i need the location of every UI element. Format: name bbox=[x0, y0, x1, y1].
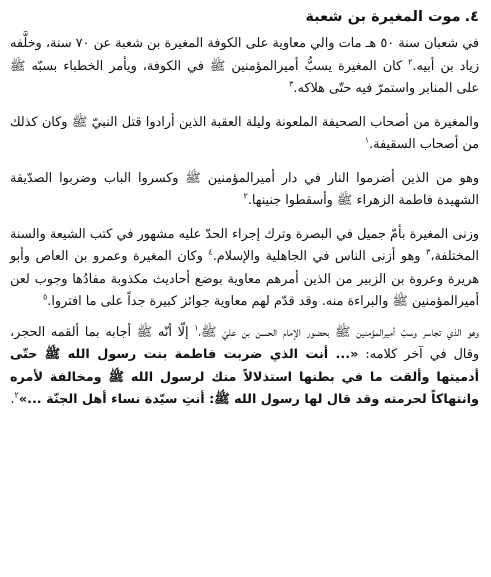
footnote-ref: ٢ bbox=[408, 57, 413, 67]
paragraph-text: والمغيرة من أصحاب الصحيفة الملعونة وليلة العقبة الذين أرادوا قتل النبيّ ﷺ وكان كذلك من أصحاب السقيفة. bbox=[10, 114, 479, 152]
paragraph-text: في شعبان سنة ٥٠ هـ مات والي معاوية على الكوفة المغيرة بن شعبة عن ٧٠ سنة، وخلَّفه زياد بن أبيه. bbox=[10, 36, 479, 74]
quoted-speech: «... أنت الذي ضربت فاطمة بنت رسول الله ﷺ حتّى أدميتها وألقت ما في بطنها استذلالاً منك لرسول الله ﷺ ومخالفة لأمره وانتهاكاً لحرمته وقد قال لها رسول الله ﷺ: أنتِ سيّدة نساء أهل الجنّة ...» bbox=[10, 347, 479, 407]
paragraph-text: وهو من الذين أضرموا النار في دار أميرالمؤمنين ﷺ وكسروا الباب وضربوا الصدّيقة الشهيدة فاطمة الزهراء ﷺ وأسقطوا جنينها. bbox=[10, 170, 479, 208]
section-number: ٤. bbox=[464, 9, 479, 25]
paragraph-death-of-mughira bbox=[10, 33, 479, 101]
paragraph-text: وزنى المغيرة بأمّ جميل في البصرة وترك إجراء الحدّ عليه مشهور في كتب الشيعة والسنة المختلفة، bbox=[10, 226, 479, 264]
paragraph-text: وكان المغيرة وعمرو بن العاص وأبو هريرة وعروة بن الزبير من الذين أمرهم معاوية بوضع أحاديث مكذوبة مفادُها وجوب لعن أميرالمؤمنين ﷺ والبراءة منه. وقد قدّم لهم معاوية جوائز كبيرة جداً على ما افتروا. bbox=[10, 249, 479, 309]
paragraph-imam-hasan-reply bbox=[10, 322, 479, 412]
footnote-ref: ١ bbox=[364, 135, 370, 145]
paragraph-house-burning bbox=[10, 168, 479, 213]
paragraph-text: كان المغيرة يسبُّ أميرالمؤمنين ﷺ في الكوفة، ويأمر الخطباء بسبّه ﷺ على المنابر واستمرّ فيه حتّى هلاكه. bbox=[10, 58, 479, 96]
footnote-ref: ٣ bbox=[426, 247, 431, 257]
paragraph-text: إلّا أنّه ﷺ أجابه بما ألقمه الحجر، وقال في آخر كلامه: bbox=[10, 324, 479, 362]
footnote-ref: ٥ bbox=[43, 292, 48, 302]
footnote-ref: ٣ bbox=[289, 79, 294, 89]
paragraph-companions-of-saqifa bbox=[10, 112, 479, 157]
section-title: موت المغيرة بن شعبة bbox=[305, 9, 461, 25]
footnote-ref: ١ bbox=[194, 323, 199, 333]
paragraph-basra-incident bbox=[10, 224, 479, 314]
paragraph-text: . bbox=[10, 392, 15, 407]
footnote-ref: ٢ bbox=[243, 191, 248, 201]
paragraph-text: وهو أزنى الناس في الجاهلية والإسلام. bbox=[212, 249, 427, 264]
footnote-ref: ٢ bbox=[14, 390, 19, 400]
paragraph-text: وهو الذي تجاسر وسبّ أميرالمؤمنين ﷺ بحضور الإمام الحسن بن عليّ ﷺ، bbox=[198, 324, 479, 340]
section-heading bbox=[10, 8, 479, 27]
footnote-ref: ٤ bbox=[208, 247, 213, 257]
